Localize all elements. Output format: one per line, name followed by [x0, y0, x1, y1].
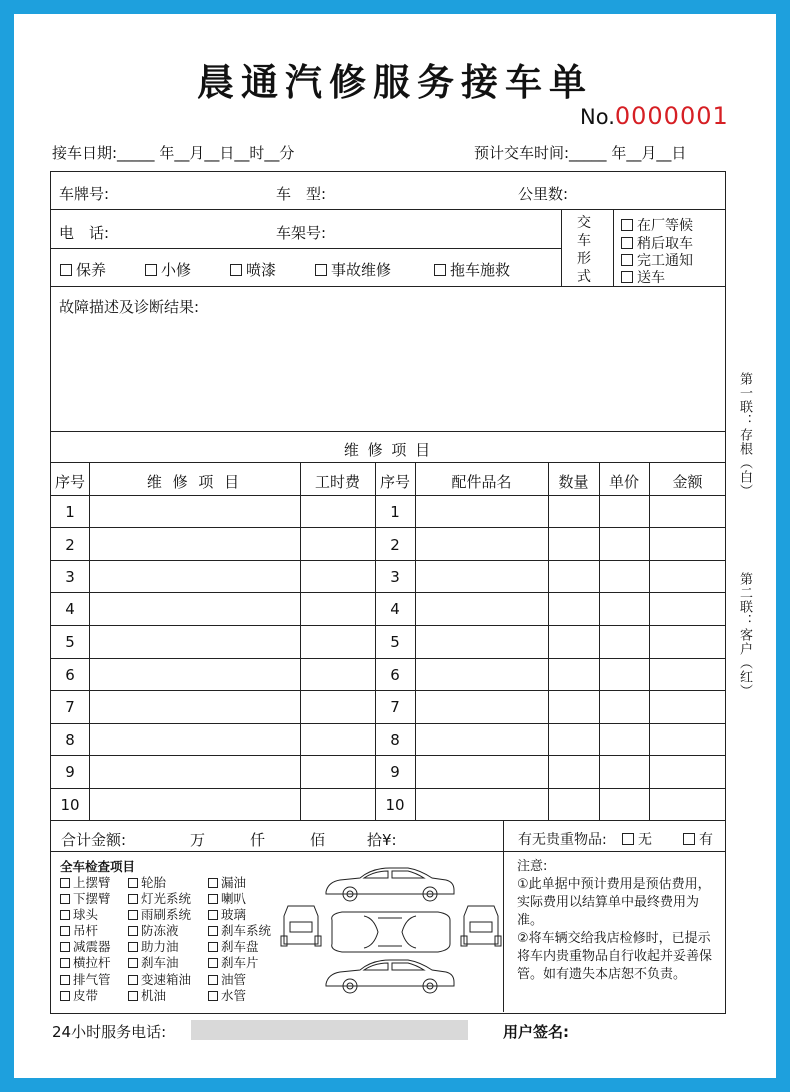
notes [517, 858, 717, 984]
serial-value: 0000001 [614, 102, 729, 130]
checkbox-icon [683, 833, 695, 845]
inspection-item[interactable]: 上摆臂 [60, 875, 111, 891]
checkbox-icon [145, 264, 157, 276]
inspection-item[interactable]: 雨刷系统 [128, 907, 191, 923]
valuables-none[interactable]: 无 [622, 829, 652, 849]
serial-prefix: No. [580, 105, 615, 129]
car-rear-view-icon [461, 906, 501, 946]
inspection-item[interactable]: 变速箱油 [128, 972, 191, 988]
checkbox-icon [208, 926, 218, 936]
checkbox-icon [60, 958, 70, 968]
copy-label-customer: 第二联：客户（红） [737, 572, 752, 698]
row-number: 5 [65, 633, 75, 651]
inspection-item[interactable]: 助力油 [128, 939, 191, 955]
delivery-mode-notify[interactable]: 完工通知 [621, 250, 693, 270]
inspection-col-1 [60, 875, 111, 1004]
checkbox-icon [208, 942, 218, 952]
service-type-maintenance[interactable]: 保养 [60, 259, 106, 280]
delivery-mode-deliver[interactable]: 送车 [621, 267, 665, 287]
row-number: 1 [65, 503, 75, 521]
form-title: 晨通汽修服务接车单 [197, 61, 593, 104]
checkbox-icon [60, 264, 72, 276]
signature-field[interactable]: 用户签名: [503, 1023, 569, 1041]
inspection-item[interactable]: 轮胎 [128, 875, 191, 891]
col-header-repair-item: 维 修 项 目 [146, 473, 243, 491]
checkbox-icon [208, 878, 218, 888]
row-number: 8 [65, 731, 75, 749]
row-number-2: 2 [390, 536, 400, 554]
row-number-2: 7 [390, 698, 400, 716]
row-number-2: 6 [390, 666, 400, 684]
row-number: 9 [65, 763, 75, 781]
inspection-item[interactable]: 水管 [208, 988, 271, 1004]
delivery-date-field[interactable]: 预计交车时间:_____ 年__月__日 [474, 144, 687, 162]
inspection-title: 全车检查项目 [60, 859, 136, 874]
checkbox-icon [208, 991, 218, 1001]
inspection-item[interactable]: 球头 [60, 907, 111, 923]
phone-field[interactable]: 电 话: [59, 224, 110, 242]
checkbox-icon [208, 975, 218, 985]
model-field[interactable]: 车 型: [276, 185, 327, 203]
checkbox-icon [208, 958, 218, 968]
checkbox-icon [60, 878, 70, 888]
checkbox-icon [60, 910, 70, 920]
row-number-2: 9 [390, 763, 400, 781]
inspection-item[interactable]: 刹车系统 [208, 923, 271, 939]
serial-number [580, 102, 729, 130]
checkbox-icon [128, 991, 138, 1001]
service-type-towing[interactable]: 拖车施救 [434, 259, 510, 280]
intake-date-field[interactable]: 接车日期:_____ 年__月__日__时__分 [52, 144, 295, 162]
col-header-amount: 金额 [672, 473, 703, 491]
checkbox-icon [128, 958, 138, 968]
checkbox-icon [128, 975, 138, 985]
total-amount-label: 合计金额: [61, 831, 127, 849]
checkbox-icon [208, 894, 218, 904]
repair-section-title: 维 修 项 目 [343, 441, 433, 459]
row-number-2: 3 [390, 568, 400, 586]
unit-bai: 佰 [310, 831, 326, 849]
hotline-redacted [191, 1020, 468, 1040]
vin-field[interactable]: 车架号: [276, 224, 327, 242]
inspection-item[interactable]: 玻璃 [208, 907, 271, 923]
row-number-2: 10 [385, 796, 405, 814]
inspection-col-3 [208, 875, 271, 1004]
plate-field[interactable]: 车牌号: [59, 185, 110, 203]
inspection-item[interactable]: 排气管 [60, 972, 111, 988]
row-number: 10 [60, 796, 80, 814]
car-front-view-icon [281, 906, 321, 946]
checkbox-icon [621, 271, 633, 283]
valuables-label: 有无贵重物品: [518, 832, 607, 848]
checkbox-icon [60, 942, 70, 952]
car-side-view-2-icon [326, 960, 454, 993]
unit-shi-yuan: 拾¥: [367, 831, 397, 849]
car-side-view-icon [326, 868, 454, 901]
checkbox-icon [60, 991, 70, 1001]
checkbox-icon [60, 926, 70, 936]
checkbox-icon [208, 910, 218, 920]
checkbox-icon [621, 237, 633, 249]
checkbox-icon [315, 264, 327, 276]
car-inspection-diagram [278, 862, 504, 1004]
checkbox-icon [60, 894, 70, 904]
inspection-item[interactable]: 漏油 [208, 875, 271, 891]
inspection-item[interactable]: 刹车油 [128, 955, 191, 971]
inspection-item[interactable]: 刹车盘 [208, 939, 271, 955]
delivery-mode-later[interactable]: 稍后取车 [621, 233, 693, 253]
row-number-2: 1 [390, 503, 400, 521]
row-number: 3 [65, 568, 75, 586]
row-number: 6 [65, 666, 75, 684]
checkbox-icon [128, 878, 138, 888]
delivery-mode-wait[interactable]: 在厂等候 [621, 215, 693, 235]
fault-description-field[interactable]: 故障描述及诊断结果: [59, 298, 200, 316]
row-number-2: 4 [390, 600, 400, 618]
inspection-item[interactable]: 油管 [208, 972, 271, 988]
valuables-yes[interactable]: 有 [683, 829, 713, 849]
checkbox-icon [621, 254, 633, 266]
col-header-labor-fee: 工时费 [314, 473, 360, 491]
col-header-no: 序号 [54, 473, 85, 491]
service-type-accident[interactable]: 事故维修 [315, 259, 391, 280]
checkbox-icon [60, 975, 70, 985]
service-type-paint[interactable]: 喷漆 [230, 259, 276, 280]
row-number: 4 [65, 600, 75, 618]
checkbox-icon [128, 942, 138, 952]
checkbox-icon [621, 219, 633, 231]
inspection-item[interactable]: 皮带 [60, 988, 111, 1004]
checkbox-icon [230, 264, 242, 276]
inspection-item[interactable]: 机油 [128, 988, 191, 1004]
checkbox-icon [622, 833, 634, 845]
inspection-item[interactable]: 喇叭 [208, 891, 271, 907]
car-top-view-icon [332, 912, 450, 952]
checkbox-icon [128, 926, 138, 936]
col-header-quantity: 数量 [558, 473, 589, 491]
checkbox-icon [128, 894, 138, 904]
inspection-item[interactable]: 减震器 [60, 939, 111, 955]
inspection-item[interactable]: 刹车片 [208, 955, 271, 971]
unit-wan: 万 [190, 831, 206, 849]
inspection-item[interactable]: 下摆臂 [60, 891, 111, 907]
checkbox-icon [434, 264, 446, 276]
inspection-col-2 [128, 875, 191, 1004]
row-number-2: 8 [390, 731, 400, 749]
col-header-part-name: 配件品名 [451, 473, 512, 491]
checkbox-icon [128, 910, 138, 920]
col-header-no-2: 序号 [379, 473, 410, 491]
delivery-mode-label: 交 车 形 式 [577, 215, 591, 285]
row-number-2: 5 [390, 633, 400, 651]
inspection-item[interactable]: 吊杆 [60, 923, 111, 939]
row-number: 2 [65, 536, 75, 554]
mileage-field[interactable]: 公里数: [518, 185, 569, 203]
note-2: ②将车辆交给我店检修时，已提示将车内贵重物品自行收起并妥善保管。如有遗失本店恕不负责。 [517, 931, 713, 982]
inspection-item[interactable]: 横拉杆 [60, 955, 111, 971]
row-number: 7 [65, 698, 75, 716]
copy-label-stub: 第一联：存根（白） [737, 372, 752, 498]
note-1: ①此单据中预计费用是预估费用，实际费用以结算单中最终费用为准。 [517, 877, 711, 928]
inspection-item[interactable]: 防冻液 [128, 923, 191, 939]
hotline-label: 24小时服务电话: [52, 1023, 167, 1041]
service-type-minor-repair[interactable]: 小修 [145, 259, 191, 280]
col-header-unit-price: 单价 [608, 473, 639, 491]
notes-title: 注意: [517, 859, 548, 874]
inspection-item[interactable]: 灯光系统 [128, 891, 191, 907]
unit-qian: 仟 [250, 831, 266, 849]
